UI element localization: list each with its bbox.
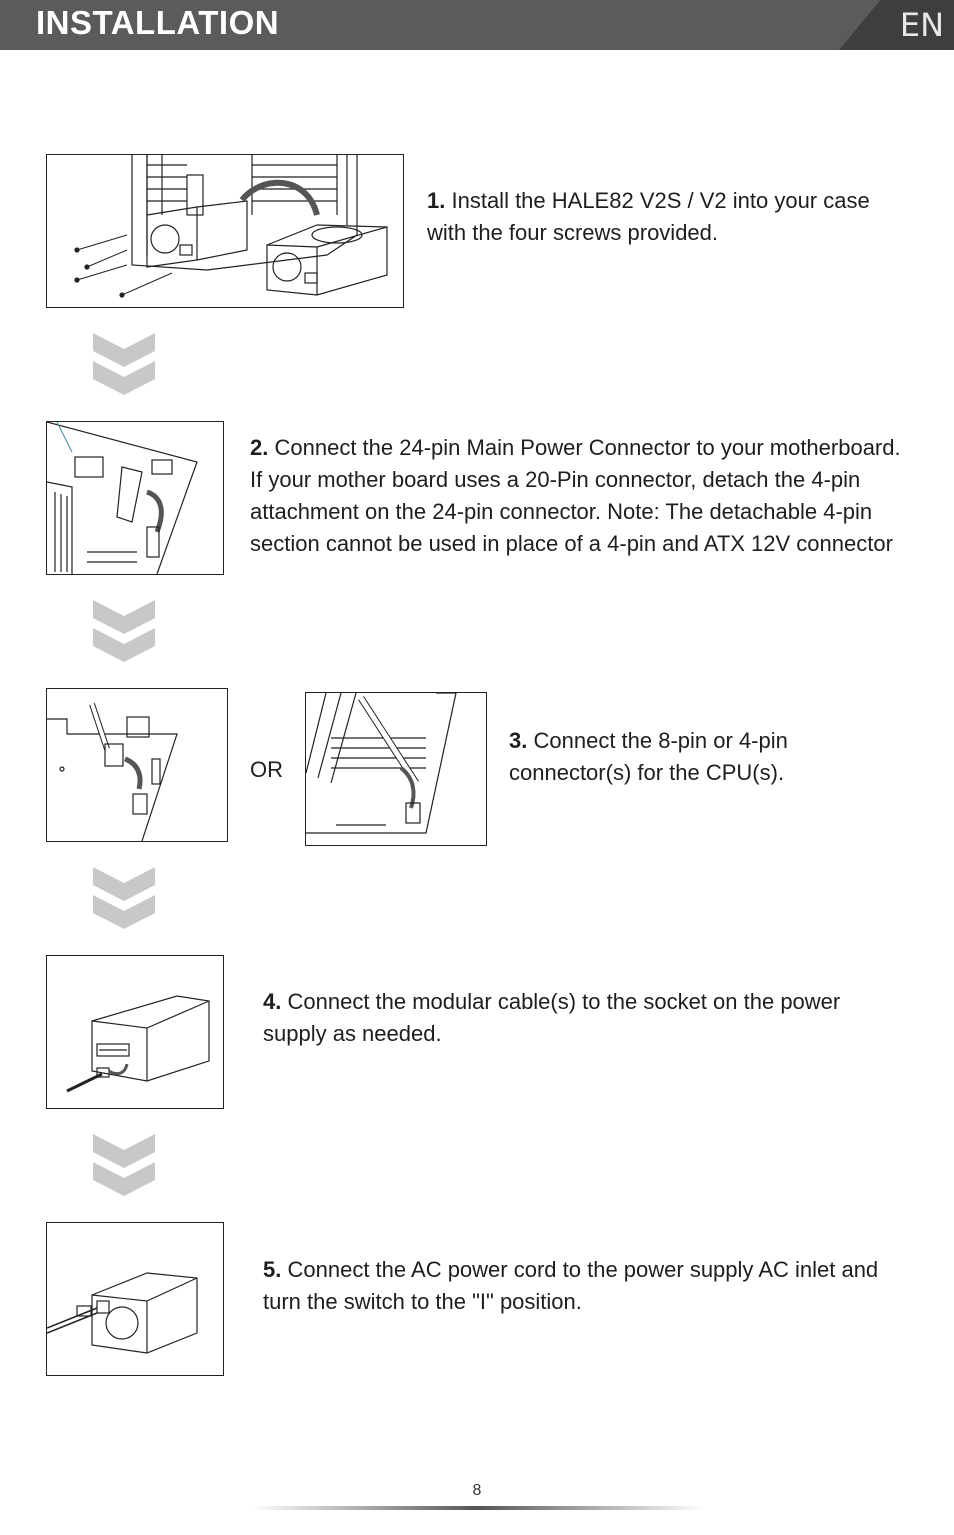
header-bar — [0, 0, 954, 50]
or-label: OR — [250, 757, 283, 782]
step-4-text — [263, 986, 883, 1050]
chevron-down-icon — [93, 333, 155, 397]
step-5-illustration — [46, 1222, 224, 1376]
step-4-description: Connect the modular cable(s) to the socket on the power supply as needed. — [263, 989, 841, 1046]
chevron-down-icon — [93, 867, 155, 931]
step-2-number: 2. — [250, 435, 269, 460]
step-1-text — [427, 185, 897, 249]
footer-divider — [250, 1506, 705, 1510]
step-4-number: 4. — [263, 989, 282, 1014]
chevron-down-icon — [93, 600, 155, 664]
step-1-number: 1. — [427, 188, 446, 213]
language-label: EN — [899, 6, 944, 44]
chevron-down-icon — [93, 1134, 155, 1198]
step-3-number: 3. — [509, 728, 528, 753]
step-1-description: Install the HALE82 V2S / V2 into your case with the four screws provided. — [427, 188, 870, 245]
step-2-illustration — [46, 421, 224, 575]
step-3-illustration-a — [46, 688, 228, 842]
step-3-description: Connect the 8-pin or 4-pin connector(s) for the CPU(s). — [509, 728, 788, 785]
step-3-illustration-b — [305, 692, 487, 846]
step-5-description: Connect the AC power cord to the power supply AC inlet and turn the switch to the "I" position. — [263, 1257, 879, 1314]
step-2-text — [250, 432, 910, 560]
step-5-text — [263, 1254, 903, 1318]
step-5-number: 5. — [263, 1257, 282, 1282]
page-title: INSTALLATION — [36, 4, 280, 41]
step-4-illustration — [46, 955, 224, 1109]
step-1-illustration — [46, 154, 404, 308]
step-3-text — [509, 725, 829, 789]
page-number: 8 — [472, 1482, 482, 1499]
step-2-description: Connect the 24-pin Main Power Connector to your motherboard. If your mother board uses a 20-Pin connector, detach the 4-pin attachment on the 24-pin connector. Note: The detachable 4-pin section cannot be used in place of a 4-pin and ATX 12V connector — [250, 435, 901, 556]
